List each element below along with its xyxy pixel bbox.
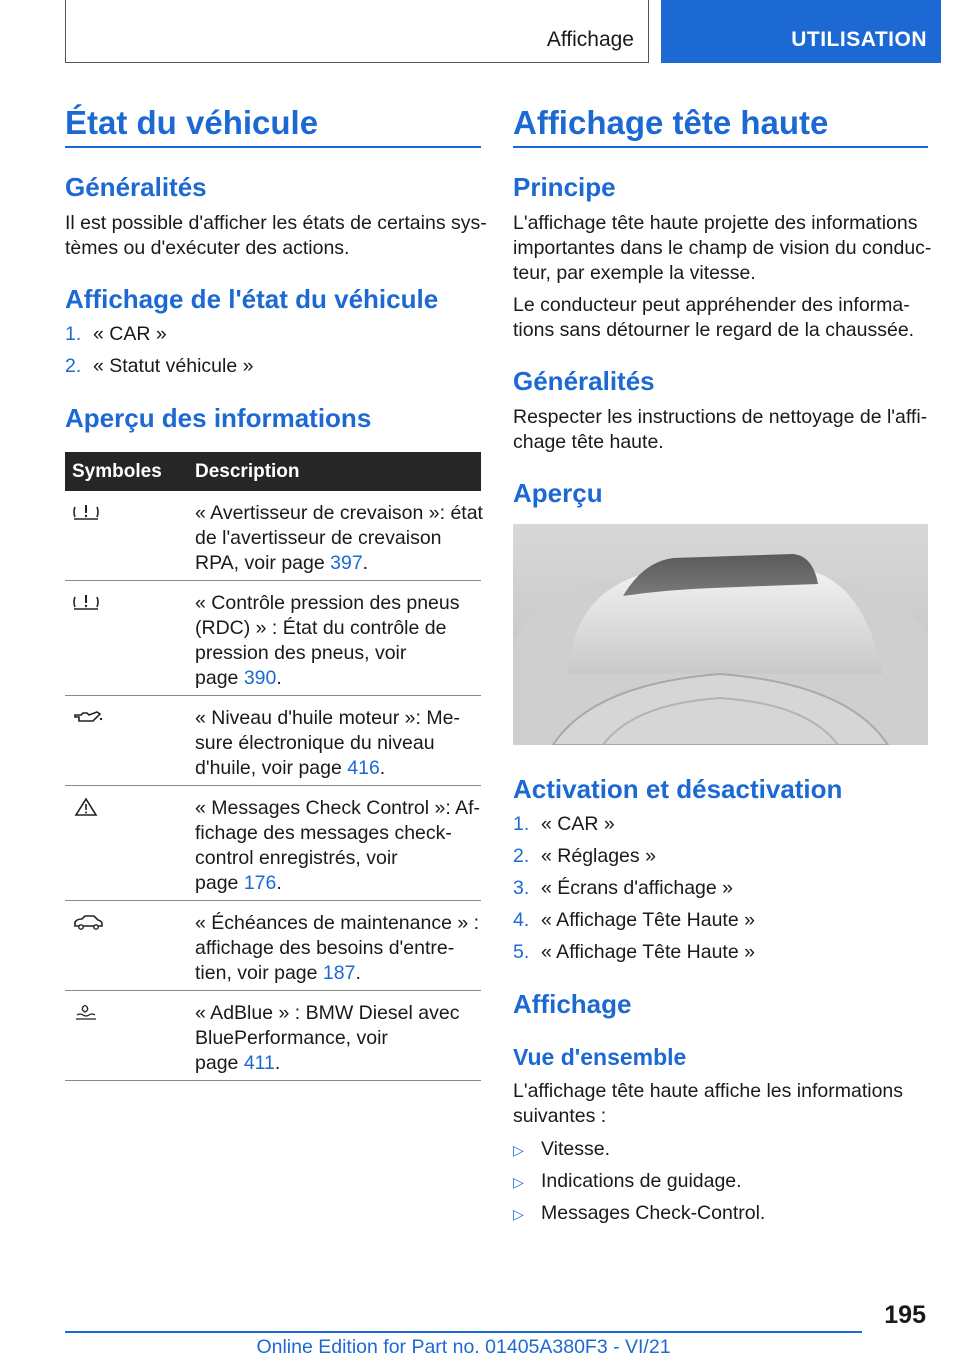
header-chapter-label: UTILISATION xyxy=(791,28,927,51)
step-item: 2. « Réglages » xyxy=(513,845,656,867)
page-link[interactable]: 397 xyxy=(330,552,363,574)
heading-activation: Activation et désactivation xyxy=(513,774,843,804)
table-row xyxy=(65,901,481,991)
step-item: 1. « CAR » xyxy=(513,813,615,835)
row-description: « Contrôle pression des pneus (RDC) » : État du contrôle de pression des pneus, voir page 390. xyxy=(195,592,460,689)
heading-generalites-right: Généralités xyxy=(513,366,655,396)
bullet-triangle-icon: ▷ xyxy=(513,1206,524,1222)
page-link[interactable]: 176 xyxy=(243,872,277,894)
footer-rule xyxy=(65,1331,862,1333)
heading-affichage: Affichage xyxy=(513,989,632,1019)
row-description: « Échéances de maintenance » : affichage des besoins d'entre- tien, voir page 187. xyxy=(195,912,480,984)
col-description: Description xyxy=(195,461,300,482)
adblue-icon xyxy=(71,1001,101,1023)
step-item: 4. « Affichage Tête Haute » xyxy=(513,909,755,931)
heading-generalites-left: Généralités xyxy=(65,172,207,202)
step-item: 1. « CAR » xyxy=(65,323,167,345)
row-description: « Avertisseur de crevaison »: état de l'avertisseur de crevaison RPA, voir page 397. xyxy=(195,502,483,574)
page-link[interactable]: 416 xyxy=(347,757,380,779)
heading-principe: Principe xyxy=(513,172,616,202)
page-number: 195 xyxy=(884,1301,926,1329)
row-description: « Niveau d'huile moteur »: Me- sure électronique du niveau d'huile, voir page 416. xyxy=(195,707,460,779)
heading-apercu-info: Aperçu des informations xyxy=(65,403,372,433)
oil-can-icon xyxy=(71,706,105,728)
row-description: « Messages Check Control »: Af- fichage des messages check- control enregistrés, voir page 176. xyxy=(195,797,481,894)
warning-triangle-icon xyxy=(71,796,101,818)
col-symbols: Symboles xyxy=(72,461,162,482)
header-section-tab xyxy=(65,0,649,63)
bullet-triangle-icon: ▷ xyxy=(513,1142,524,1158)
header-section-label: Affichage xyxy=(546,28,634,51)
tire-pressure-icon xyxy=(71,591,101,613)
subheading-vue-ensemble: Vue d'ensemble xyxy=(513,1044,687,1070)
affichage-text: L'affichage tête haute affiche les informations suivantes : xyxy=(513,1080,904,1127)
generalites-text-left: Il est possible d'afficher les états de certains sys- tèmes ou d'exécuter des actions. xyxy=(65,212,487,259)
heading-affichage-etat: Affichage de l'état du véhicule xyxy=(65,284,439,314)
bullet-triangle-icon: ▷ xyxy=(513,1174,524,1190)
title-rule-right xyxy=(513,146,928,148)
table-row xyxy=(65,786,481,901)
table-row xyxy=(65,696,481,786)
footer-edition: Online Edition for Part no. 01405A380F3 - VI/21 xyxy=(256,1336,671,1358)
list-item: ▷ Vitesse. xyxy=(513,1137,610,1163)
page-title-right: Affichage tête haute xyxy=(513,104,829,141)
principe-text-2: Le conducteur peut appréhender des informa- tions sans détourner le regard de la chaussée. xyxy=(513,294,915,341)
list-item: ▷ Messages Check-Control. xyxy=(513,1201,765,1227)
hud-photo xyxy=(513,524,928,745)
generalites-text-right: Respecter les instructions de nettoyage de l'affi- chage tête haute. xyxy=(513,406,928,453)
step-item: 2. « Statut véhicule » xyxy=(65,355,254,377)
step-item: 3. « Écrans d'affichage » xyxy=(513,877,733,899)
page-title-left: État du véhicule xyxy=(65,104,319,141)
table-row xyxy=(65,581,481,696)
page-link[interactable]: 411 xyxy=(243,1052,275,1074)
principe-text-1: L'affichage tête haute projette des informations importantes dans le champ de vision du conduc- teur, par exemple la vitesse. xyxy=(513,212,932,284)
tire-warning-icon xyxy=(71,501,101,523)
list-item: ▷ Indications de guidage. xyxy=(513,1169,742,1195)
table-header xyxy=(65,452,481,491)
header-chapter-tab xyxy=(661,0,941,63)
table-row xyxy=(65,491,481,581)
page-link[interactable]: 187 xyxy=(322,962,356,984)
row-description: « AdBlue » : BMW Diesel avec BluePerformance, voir page 411. xyxy=(195,1002,460,1074)
page-link[interactable]: 390 xyxy=(243,667,277,689)
car-service-icon xyxy=(71,911,105,933)
title-rule-left xyxy=(65,146,481,148)
table-row xyxy=(65,991,481,1081)
step-item: 5. « Affichage Tête Haute » xyxy=(513,941,755,963)
heading-apercu: Aperçu xyxy=(513,478,603,508)
